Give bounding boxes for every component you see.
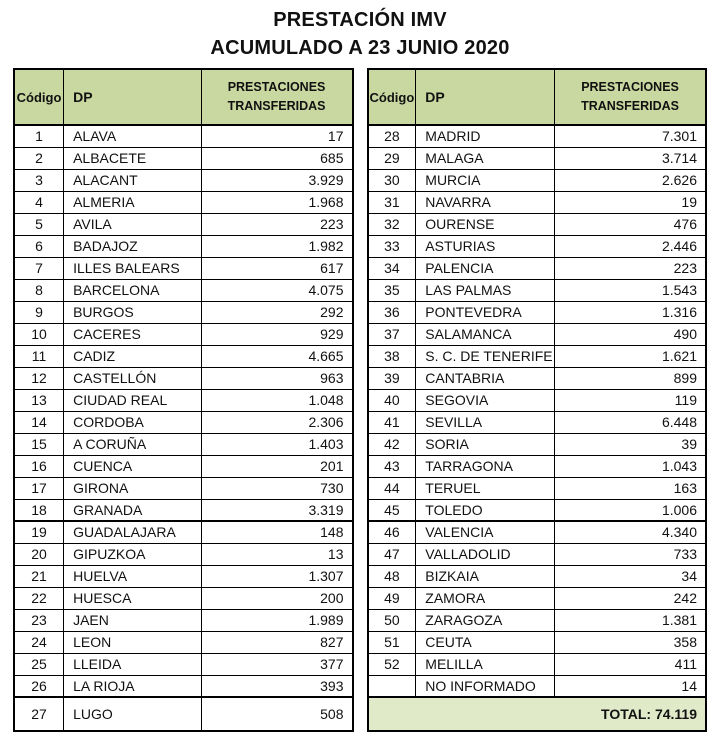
- cell-dp: ALAVA: [64, 125, 201, 147]
- imv-table-right: [367, 68, 708, 732]
- cell-dp: VALENCIA: [416, 521, 555, 543]
- cell-dp: GIPUZKOA: [64, 543, 201, 565]
- cell-codigo: 29: [368, 147, 416, 169]
- cell-dp: ZARAGOZA: [416, 609, 555, 631]
- cell-codigo: 36: [368, 301, 416, 323]
- table-row: [14, 125, 353, 147]
- column-header-prestaciones: PRESTACIONES TRANSFERIDAS: [201, 69, 352, 125]
- table-row: [368, 345, 707, 367]
- cell-value: 411: [555, 653, 706, 675]
- cell-value: 358: [555, 631, 706, 653]
- cell-value: 6.448: [555, 411, 706, 433]
- table-row: [14, 367, 353, 389]
- cell-codigo: 38: [368, 345, 416, 367]
- table-row: [14, 323, 353, 345]
- table-row: [368, 235, 707, 257]
- column-header-prestaciones: PRESTACIONES TRANSFERIDAS: [555, 69, 706, 125]
- imv-table-left: [13, 68, 354, 732]
- cell-codigo: 45: [368, 499, 416, 521]
- cell-value: 733: [555, 543, 706, 565]
- table-row: [368, 433, 707, 455]
- table-row: [368, 411, 707, 433]
- cell-codigo: 43: [368, 455, 416, 477]
- table-row: [14, 345, 353, 367]
- cell-value: 19: [555, 191, 706, 213]
- cell-value: 617: [201, 257, 352, 279]
- table-row: [14, 411, 353, 433]
- cell-codigo: 51: [368, 631, 416, 653]
- cell-dp: JAEN: [64, 609, 201, 631]
- table-row: [14, 675, 353, 697]
- table-row: [368, 389, 707, 411]
- cell-codigo: 46: [368, 521, 416, 543]
- cell-dp: CEUTA: [416, 631, 555, 653]
- cell-value: 1.048: [201, 389, 352, 411]
- cell-codigo: 37: [368, 323, 416, 345]
- cell-codigo: 6: [14, 235, 64, 257]
- table-row: [14, 499, 353, 521]
- cell-value: 1.989: [201, 609, 352, 631]
- cell-codigo: 7: [14, 257, 64, 279]
- cell-dp: ALACANT: [64, 169, 201, 191]
- cell-value: 899: [555, 367, 706, 389]
- cell-codigo: 33: [368, 235, 416, 257]
- cell-dp: TOLEDO: [416, 499, 555, 521]
- table-row: [368, 499, 707, 521]
- cell-codigo: 13: [14, 389, 64, 411]
- cell-codigo: 28: [368, 125, 416, 147]
- cell-value: 14: [555, 675, 706, 697]
- cell-codigo: 17: [14, 477, 64, 499]
- cell-dp: SALAMANCA: [416, 323, 555, 345]
- table-row: [368, 477, 707, 499]
- table-row: [368, 565, 707, 587]
- cell-dp: GUADALAJARA: [64, 521, 201, 543]
- cell-value: 685: [201, 147, 352, 169]
- cell-value: 1.043: [555, 455, 706, 477]
- cell-value: 1.307: [201, 565, 352, 587]
- table-row: [14, 543, 353, 565]
- cell-value: 1.316: [555, 301, 706, 323]
- table-row: [368, 301, 707, 323]
- cell-dp: SEGOVIA: [416, 389, 555, 411]
- cell-value: 730: [201, 477, 352, 499]
- table-row: [14, 565, 353, 587]
- table-row: [14, 257, 353, 279]
- cell-codigo: 39: [368, 367, 416, 389]
- cell-codigo: 44: [368, 477, 416, 499]
- column-header-codigo: Código: [14, 69, 64, 125]
- cell-value: 1.006: [555, 499, 706, 521]
- cell-value: 1.381: [555, 609, 706, 631]
- cell-codigo: 23: [14, 609, 64, 631]
- cell-dp: LAS PALMAS: [416, 279, 555, 301]
- table-row: [368, 213, 707, 235]
- cell-dp: BARCELONA: [64, 279, 201, 301]
- cell-dp: TERUEL: [416, 477, 555, 499]
- cell-dp: AVILA: [64, 213, 201, 235]
- table-row: [14, 169, 353, 191]
- cell-dp: LEON: [64, 631, 201, 653]
- cell-codigo: 32: [368, 213, 416, 235]
- table-row: [14, 609, 353, 631]
- cell-value: 119: [555, 389, 706, 411]
- cell-codigo: 19: [14, 521, 64, 543]
- cell-value: 377: [201, 653, 352, 675]
- tables-container: [0, 68, 720, 732]
- page-title: [0, 0, 720, 62]
- cell-dp: HUESCA: [64, 587, 201, 609]
- table-row: [368, 169, 707, 191]
- cell-codigo: 31: [368, 191, 416, 213]
- cell-value: 2.446: [555, 235, 706, 257]
- cell-value: 3.929: [201, 169, 352, 191]
- table-row: [14, 477, 353, 499]
- cell-codigo: 21: [14, 565, 64, 587]
- table-row: [14, 279, 353, 301]
- table-row: [368, 323, 707, 345]
- title-line-2: ACUMULADO A 23 JUNIO 2020: [210, 37, 510, 59]
- cell-codigo: 3: [14, 169, 64, 191]
- cell-codigo: 24: [14, 631, 64, 653]
- cell-dp: MELILLA: [416, 653, 555, 675]
- table-row: [14, 147, 353, 169]
- cell-dp: MURCIA: [416, 169, 555, 191]
- cell-dp: ZAMORA: [416, 587, 555, 609]
- cell-codigo: 15: [14, 433, 64, 455]
- table-row: [14, 587, 353, 609]
- table-row: [14, 389, 353, 411]
- cell-value: 3.714: [555, 147, 706, 169]
- cell-dp: OURENSE: [416, 213, 555, 235]
- cell-codigo: 1: [14, 125, 64, 147]
- cell-dp: BIZKAIA: [416, 565, 555, 587]
- cell-dp: CASTELLÓN: [64, 367, 201, 389]
- cell-dp: PALENCIA: [416, 257, 555, 279]
- cell-dp: PONTEVEDRA: [416, 301, 555, 323]
- table-row: [368, 675, 707, 697]
- cell-codigo: 52: [368, 653, 416, 675]
- cell-codigo: 5: [14, 213, 64, 235]
- cell-dp: CADIZ: [64, 345, 201, 367]
- header-row: [14, 69, 353, 125]
- cell-codigo: 8: [14, 279, 64, 301]
- cell-value: 201: [201, 455, 352, 477]
- cell-value: 17: [201, 125, 352, 147]
- column-header-codigo: Código: [368, 69, 416, 125]
- cell-dp: SORIA: [416, 433, 555, 455]
- cell-dp: SEVILLA: [416, 411, 555, 433]
- table-row: [14, 697, 353, 731]
- cell-dp: ASTURIAS: [416, 235, 555, 257]
- header-row: [368, 69, 707, 125]
- cell-dp: CORDOBA: [64, 411, 201, 433]
- cell-codigo: 11: [14, 345, 64, 367]
- cell-dp: BURGOS: [64, 301, 201, 323]
- cell-codigo: 12: [14, 367, 64, 389]
- cell-codigo: 26: [14, 675, 64, 697]
- cell-value: 827: [201, 631, 352, 653]
- cell-codigo: 34: [368, 257, 416, 279]
- cell-codigo: 48: [368, 565, 416, 587]
- cell-codigo: 41: [368, 411, 416, 433]
- cell-dp: CIUDAD REAL: [64, 389, 201, 411]
- cell-dp: ALMERIA: [64, 191, 201, 213]
- cell-value: 7.301: [555, 125, 706, 147]
- cell-codigo: 50: [368, 609, 416, 631]
- cell-codigo: 18: [14, 499, 64, 521]
- cell-dp: ILLES BALEARS: [64, 257, 201, 279]
- title-line-1: PRESTACIÓN IMV: [273, 9, 447, 31]
- cell-codigo: 27: [14, 697, 64, 731]
- cell-codigo: 42: [368, 433, 416, 455]
- cell-value: 929: [201, 323, 352, 345]
- cell-value: 242: [555, 587, 706, 609]
- table-row: [14, 455, 353, 477]
- cell-codigo: 30: [368, 169, 416, 191]
- cell-codigo: 20: [14, 543, 64, 565]
- cell-value: 1.403: [201, 433, 352, 455]
- cell-codigo: 9: [14, 301, 64, 323]
- cell-dp: NO INFORMADO: [416, 675, 555, 697]
- table-row: [368, 521, 707, 543]
- cell-codigo: 49: [368, 587, 416, 609]
- table-row: [368, 631, 707, 653]
- table-row: [368, 543, 707, 565]
- cell-value: 1.968: [201, 191, 352, 213]
- cell-value: 163: [555, 477, 706, 499]
- cell-value: 2.306: [201, 411, 352, 433]
- cell-value: 4.340: [555, 521, 706, 543]
- table-row: [368, 191, 707, 213]
- cell-codigo: 4: [14, 191, 64, 213]
- cell-value: 4.665: [201, 345, 352, 367]
- table-row: [14, 433, 353, 455]
- cell-value: 200: [201, 587, 352, 609]
- table-row: [368, 279, 707, 301]
- cell-dp: LLEIDA: [64, 653, 201, 675]
- table-row: [14, 521, 353, 543]
- cell-dp: BADAJOZ: [64, 235, 201, 257]
- cell-dp: ALBACETE: [64, 147, 201, 169]
- cell-dp: CACERES: [64, 323, 201, 345]
- cell-value: 3.319: [201, 499, 352, 521]
- cell-value: 393: [201, 675, 352, 697]
- table-row: [14, 235, 353, 257]
- table-row: [368, 125, 707, 147]
- cell-value: 490: [555, 323, 706, 345]
- cell-value: 2.626: [555, 169, 706, 191]
- total-label: TOTAL: 74.119: [368, 697, 707, 731]
- cell-value: 13: [201, 543, 352, 565]
- cell-value: 39: [555, 433, 706, 455]
- cell-codigo: 14: [14, 411, 64, 433]
- cell-value: 223: [201, 213, 352, 235]
- table-row: [368, 653, 707, 675]
- cell-codigo: 35: [368, 279, 416, 301]
- cell-value: 148: [201, 521, 352, 543]
- table-row: [368, 147, 707, 169]
- cell-dp: MADRID: [416, 125, 555, 147]
- cell-value: 1.543: [555, 279, 706, 301]
- cell-value: 963: [201, 367, 352, 389]
- cell-dp: HUELVA: [64, 565, 201, 587]
- cell-value: 34: [555, 565, 706, 587]
- cell-dp: S. C. DE TENERIFE: [416, 345, 555, 367]
- table-row: [368, 609, 707, 631]
- cell-codigo: 40: [368, 389, 416, 411]
- cell-value: 476: [555, 213, 706, 235]
- cell-codigo: 10: [14, 323, 64, 345]
- total-row: [368, 697, 707, 731]
- table-row: [368, 455, 707, 477]
- cell-codigo: [368, 675, 416, 697]
- table-row: [14, 631, 353, 653]
- cell-value: 1.982: [201, 235, 352, 257]
- cell-codigo: 47: [368, 543, 416, 565]
- cell-codigo: 25: [14, 653, 64, 675]
- cell-codigo: 22: [14, 587, 64, 609]
- cell-value: 1.621: [555, 345, 706, 367]
- cell-value: 4.075: [201, 279, 352, 301]
- cell-dp: GRANADA: [64, 499, 201, 521]
- cell-dp: CUENCA: [64, 455, 201, 477]
- cell-dp: MALAGA: [416, 147, 555, 169]
- table-row: [368, 257, 707, 279]
- cell-codigo: 2: [14, 147, 64, 169]
- cell-value: 292: [201, 301, 352, 323]
- cell-dp: LA RIOJA: [64, 675, 201, 697]
- table-row: [14, 653, 353, 675]
- cell-dp: VALLADOLID: [416, 543, 555, 565]
- cell-dp: CANTABRIA: [416, 367, 555, 389]
- cell-codigo: 16: [14, 455, 64, 477]
- cell-value: 508: [201, 697, 352, 731]
- cell-dp: A CORUÑA: [64, 433, 201, 455]
- table-row: [14, 301, 353, 323]
- cell-dp: NAVARRA: [416, 191, 555, 213]
- column-header-dp: DP: [64, 69, 201, 125]
- cell-dp: LUGO: [64, 697, 201, 731]
- table-row: [368, 587, 707, 609]
- column-header-dp: DP: [416, 69, 555, 125]
- table-row: [14, 213, 353, 235]
- cell-dp: GIRONA: [64, 477, 201, 499]
- cell-dp: TARRAGONA: [416, 455, 555, 477]
- cell-value: 223: [555, 257, 706, 279]
- table-row: [368, 367, 707, 389]
- table-row: [14, 191, 353, 213]
